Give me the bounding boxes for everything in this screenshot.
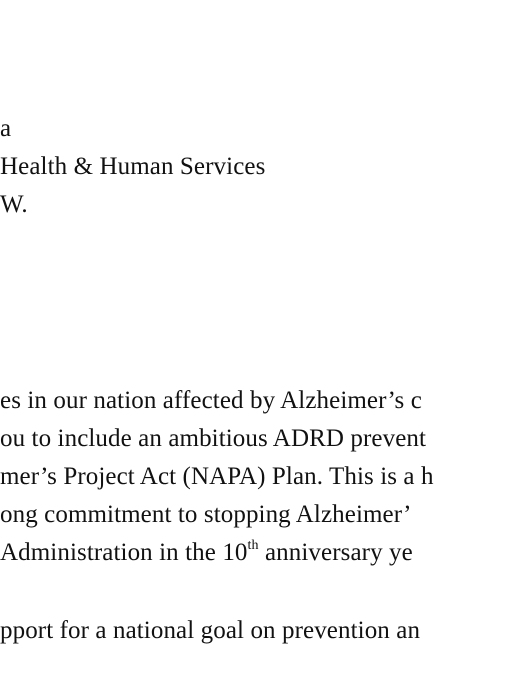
paragraph-1-line-5-before: Administration in the 10	[0, 539, 248, 566]
address-line-3: W.	[0, 191, 28, 218]
paragraph-1-line-5-after: anniversary ye	[258, 539, 413, 566]
paragraph-2-line-1: pport for a national goal on prevention an	[0, 617, 421, 644]
paragraph-1-line-4: ong commitment to stopping Alzheimer’	[0, 501, 412, 528]
address-line-2: Health & Human Services	[0, 153, 266, 180]
paragraph-1-line-2: ou to include an ambitious ADRD prevent	[0, 425, 427, 452]
paragraph-1-line-5	[0, 538, 413, 568]
paragraph-1-line-3: mer’s Project Act (NAPA) Plan. This is a h	[0, 463, 434, 490]
paragraph-1-line-1: es in our nation affected by Alzheimer’s c	[0, 387, 422, 414]
address-line-1: a	[0, 115, 12, 142]
ordinal-superscript: th	[247, 537, 259, 553]
